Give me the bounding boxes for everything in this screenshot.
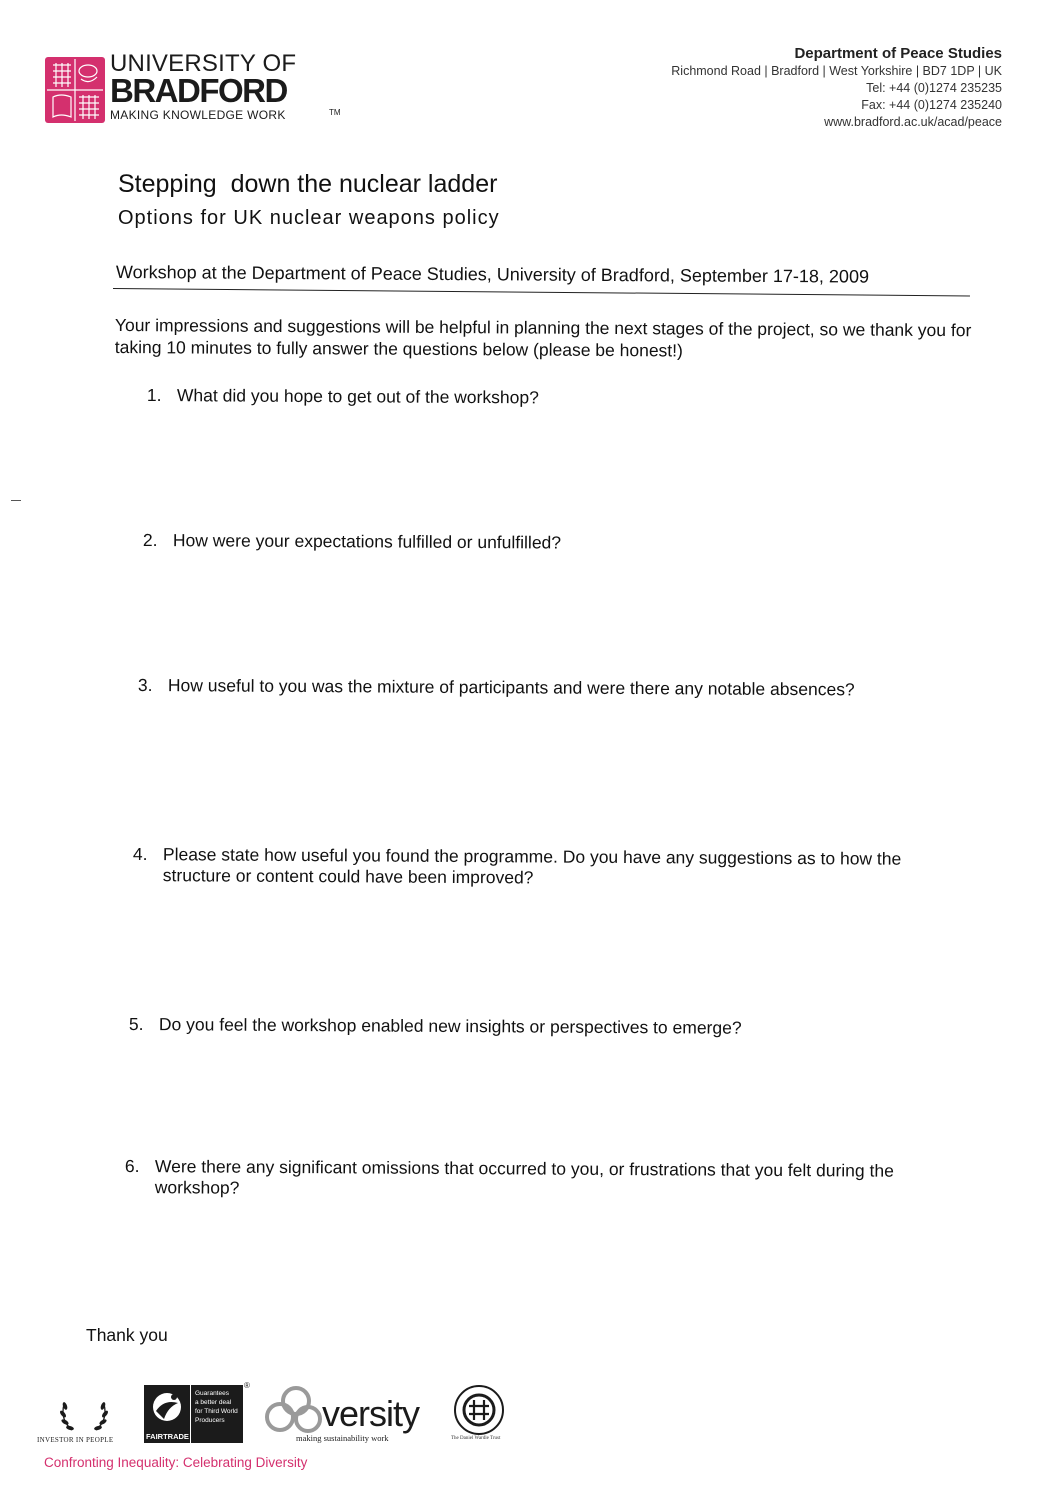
logo-line-university-of: UNIVERSITY OF xyxy=(110,50,297,77)
fairtrade-guarantee-line: for Third World xyxy=(195,1408,238,1415)
fairtrade-guarantee-line: a better deal xyxy=(195,1399,232,1406)
intro-paragraph: Your impressions and suggestions will be helpful in planning the next stages of the project, so we thank you for taking 10 minutes to fully answer the questions below (please be honest!) xyxy=(114,314,972,361)
fairtrade-guarantee-line: Guarantees xyxy=(195,1390,229,1397)
question-text: Please state how useful you found the programme. Do you have any suggestions as to how the structure or content could have been improved? xyxy=(162,844,902,888)
margin-tick-mark xyxy=(11,500,21,501)
fairtrade-logo xyxy=(144,1381,252,1443)
question-number: 2. xyxy=(142,530,158,551)
ecoversity-swirl-icon xyxy=(262,1385,326,1437)
question-5 xyxy=(128,1014,949,1038)
document-subtitle: Options for UK nuclear weapons policy xyxy=(118,207,500,229)
question-4 xyxy=(132,844,953,888)
fairtrade-guarantee-line: Producers xyxy=(195,1417,225,1424)
fairtrade-label: FAIRTRADE xyxy=(146,1432,189,1441)
investor-in-people-logo xyxy=(38,1384,130,1444)
question-3 xyxy=(137,675,928,700)
question-number: 5. xyxy=(128,1014,144,1035)
investor-in-people-caption: INVESTOR IN PEOPLE xyxy=(37,1436,114,1444)
logo-line-slogan: MAKING KNOWLEDGE WORK xyxy=(110,108,286,122)
closing-thanks: Thank you xyxy=(86,1325,168,1345)
question-number: 6. xyxy=(124,1156,140,1177)
question-number: 3. xyxy=(137,675,153,696)
question-6 xyxy=(124,1156,945,1198)
ecoversity-word: versity xyxy=(322,1393,420,1434)
document-title: Stepping down the nuclear ladder xyxy=(118,170,498,198)
ecoversity-tagline: making sustainability work xyxy=(296,1433,389,1443)
diversity-tagline: Confronting Inequality: Celebrating Diversity xyxy=(44,1455,308,1470)
registered-mark: ® xyxy=(244,1381,250,1390)
logo-line-bradford: BRADFORD xyxy=(110,72,287,109)
department-name: Department of Peace Studies xyxy=(794,45,1002,62)
question-text: How were your expectations fulfilled or unfulfilled? xyxy=(172,530,562,553)
trademark-mark: TM xyxy=(329,108,341,117)
university-crest-logo xyxy=(45,57,105,123)
question-number: 1. xyxy=(146,385,162,406)
question-1 xyxy=(146,385,887,408)
question-text: Do you feel the workshop enabled new insights or perspectives to emerge? xyxy=(158,1014,742,1038)
university-wordmark xyxy=(110,50,341,122)
department-fax: Fax: +44 (0)1274 235240 xyxy=(861,98,1002,112)
department-address: Richmond Road | Bradford | West Yorkshire | BD7 1DP | UK xyxy=(671,64,1002,78)
question-text: What did you hope to get out of the workshop? xyxy=(176,385,539,408)
question-text: How useful to you was the mixture of participants and were there any notable absences? xyxy=(167,675,855,700)
trust-caption: The Daniel Wardle Trust xyxy=(451,1436,501,1441)
department-address-block xyxy=(671,44,1002,131)
department-tel: Tel: +44 (0)1274 235235 xyxy=(866,81,1002,95)
question-number: 4. xyxy=(132,844,148,865)
title-underline-rule xyxy=(113,288,970,296)
workshop-line: Workshop at the Department of Peace Studies, University of Bradford, September 17-18, 2009 xyxy=(115,262,870,287)
department-web: www.bradford.ac.uk/acad/peace xyxy=(824,115,1002,129)
question-2 xyxy=(142,530,883,553)
question-text: Were there any significant omissions that occurred to you, or frustrations that you felt during the workshop? xyxy=(154,1156,894,1198)
